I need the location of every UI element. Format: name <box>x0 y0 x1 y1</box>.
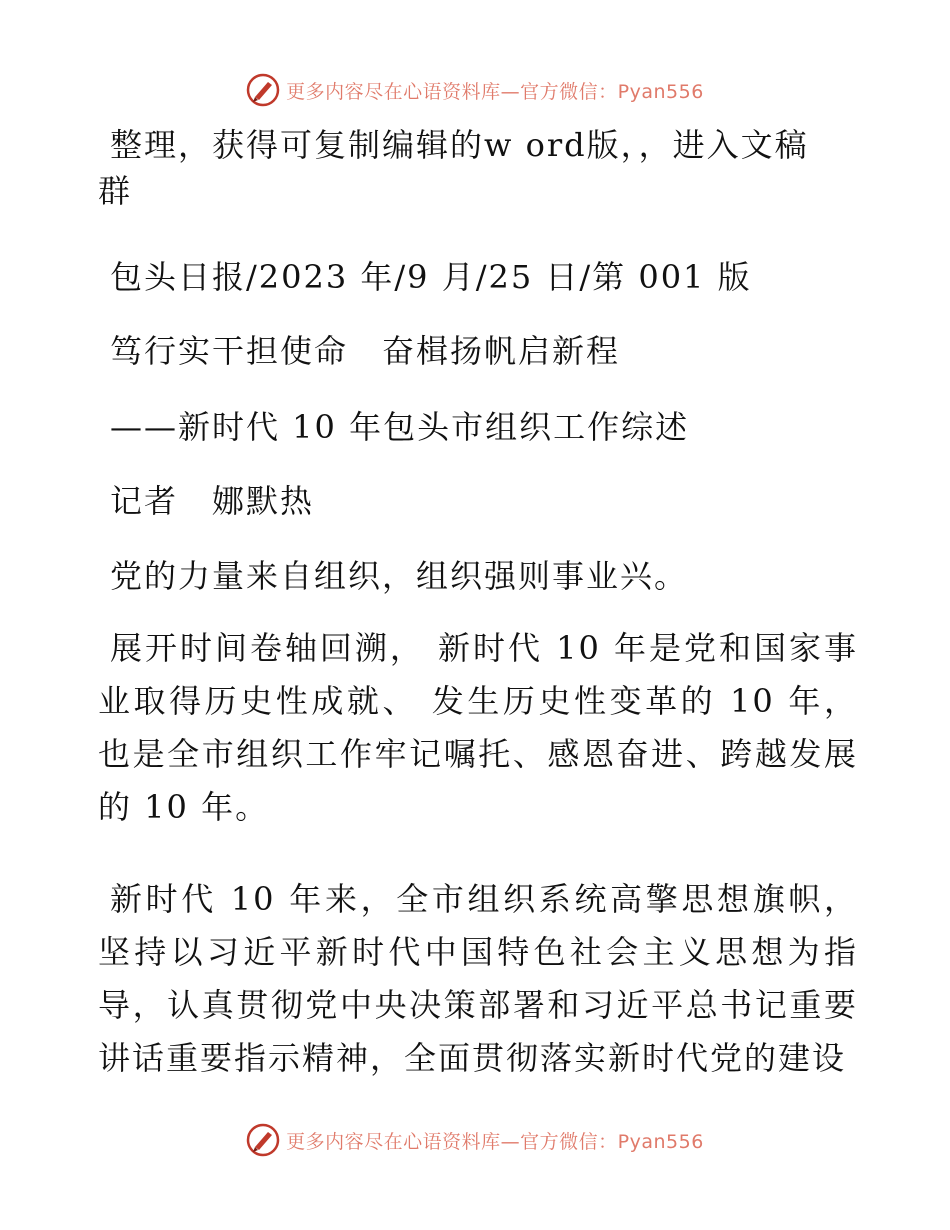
watermark-header <box>0 70 950 110</box>
watermark-text: 更多内容尽在心语资料库—官方微信：Pyan556 <box>286 80 704 103</box>
pen-logo-icon <box>246 73 280 107</box>
subheadline: ——新时代 10 年包头市组织工作综述 <box>110 408 690 446</box>
pen-logo-icon <box>246 1123 280 1157</box>
headline: 笃行实干担使命 奋楫扬帆启新程 <box>110 332 621 370</box>
byline: 记者 娜默热 <box>110 482 315 520</box>
watermark-footer <box>0 1120 950 1160</box>
watermark-text: 更多内容尽在心语资料库—官方微信：Pyan556 <box>286 1130 704 1153</box>
paragraph-2: 展开时间卷轴回溯， 新时代 10 年是党和国家事业取得历史性成就、 发生历史性变革的 10 年，也是全市组织工作牢记嘱托、感恩奋进、跨越发展的 10 年。 <box>98 629 858 826</box>
paragraph-1: 党的力量来自组织，组织强则事业兴。 <box>110 557 689 595</box>
source-line: 包头日报/2023 年/9 月/25 日/第 001 版 <box>110 258 752 296</box>
intro-text: 整理，获得可复制编辑的w ord版，，进入文稿群 <box>98 126 809 210</box>
paragraph-3: 新时代 10 年来，全市组织系统高擎思想旗帜，坚持以习近平新时代中国特色社会主义思想为指导，认真贯彻党中央决策部署和习近平总书记重要讲话重要指示精神，全面贯彻落实新时代党的建设 <box>98 880 858 1077</box>
